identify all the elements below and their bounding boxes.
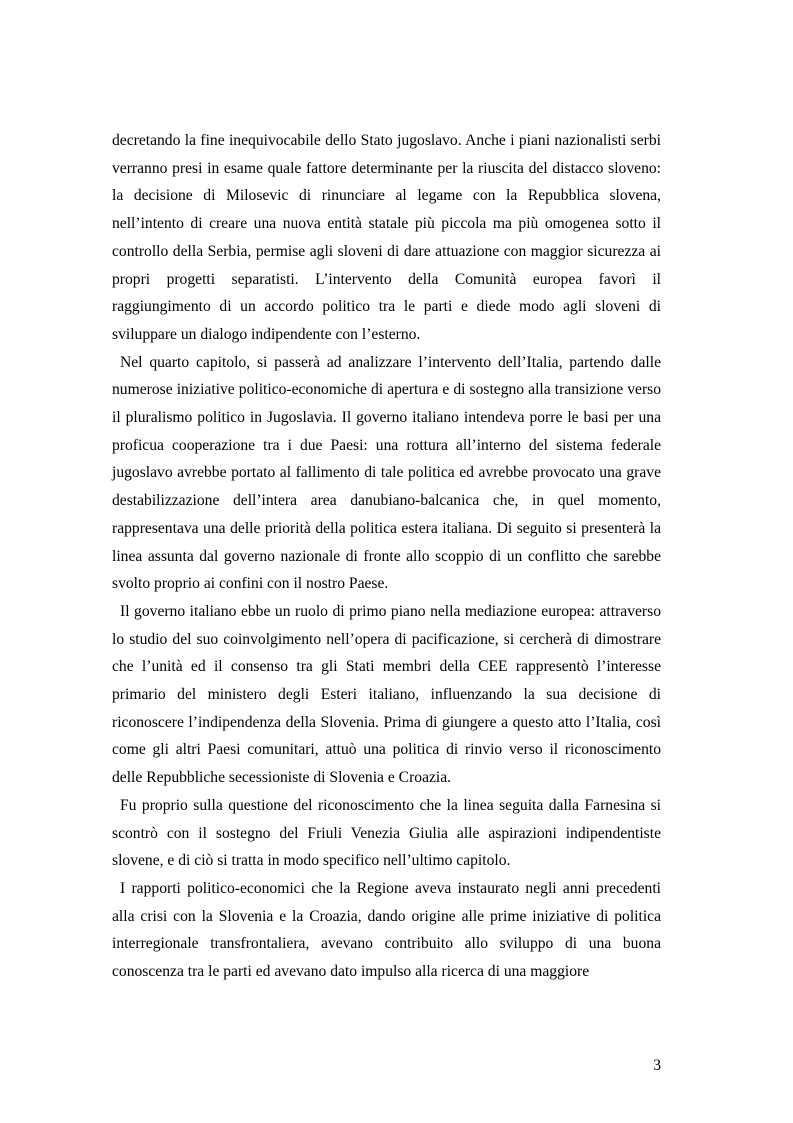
body-text [112, 127, 661, 986]
paragraph-european-mediation: Il governo italiano ebbe un ruolo di primo piano nella mediazione europea: attraverso lo studio del suo coinvolgimento nell’opera di pacificazione, si cercherà di dimostrare che l’unità ed il consenso tra gli Stati membri della CEE rappresentò l’interesse primario del ministero degli Esteri italiano, influenzando la sua decisione di riconoscere l’indipendenza della Slovenia. Prima di giungere a questo atto l’Italia, così come gli altri Paesi comunitari, attuò una politica di rinvio verso il riconoscimento delle Repubbliche secessioniste di Slovenia e Croazia. [112, 602, 661, 787]
paragraph-continuation: decretando la fine inequivocabile dello Stato jugoslavo. Anche i piani nazionalisti serbi verranno presi in esame quale fattore determinante per la riuscita del distacco sloveno: la decisione di Milosevic di rinunciare al legame con la Repubblica slovena, nell’intento di creare una nuova entità statale più piccola ma più omogenea sotto il controllo della Serbia, permise agli sloveni di dare attuazione con maggior sicurezza ai propri progetti separatisti. L’intervento della Comunità europea favorì il raggiungimento di un accordo politico tra le parti e diede modo agli sloveni di sviluppare un dialogo indipendente con l’esterno. [112, 132, 661, 343]
paragraph-regional-relations: I rapporti politico-economici che la Regione aveva instaurato negli anni precedenti alla crisi con la Slovenia e la Croazia, dando origine alle prime iniziative di politica interregionale transfrontaliera, avevano contribuito allo sviluppo di una buona conoscenza tra le parti ed avevano dato impulso alla ricerca di una maggiore [112, 879, 661, 981]
paragraph-fourth-chapter: Nel quarto capitolo, si passerà ad analizzare l’intervento dell’Italia, partendo dalle numerose iniziative politico-economiche di apertura e di sostegno alla transizione verso il pluralismo politico in Jugoslavia. Il governo italiano intendeva porre le basi per una proficua cooperazione tra i due Paesi: una rottura all’interno del sistema federale jugoslavo avrebbe portato al fallimento di tale politica ed avrebbe provocato una grave destabilizzazione dell’intera area danubiano-balcanica che, in quel momento, rappresentava una delle priorità della politica estera italiana. Di seguito si presenterà la linea assunta dal governo nazionale di fronte allo scoppio di un conflitto che sarebbe svolto proprio ai confini con il nostro Paese. [112, 353, 661, 593]
page-number: 3 [653, 1057, 661, 1074]
paragraph-recognition: Fu proprio sulla questione del riconoscimento che la linea seguita dalla Farnesina si scontrò con il sostegno del Friuli Venezia Giulia alle aspirazioni indipendentiste slovene, e di ciò si tratta in modo specifico nell’ultimo capitolo. [112, 796, 661, 870]
